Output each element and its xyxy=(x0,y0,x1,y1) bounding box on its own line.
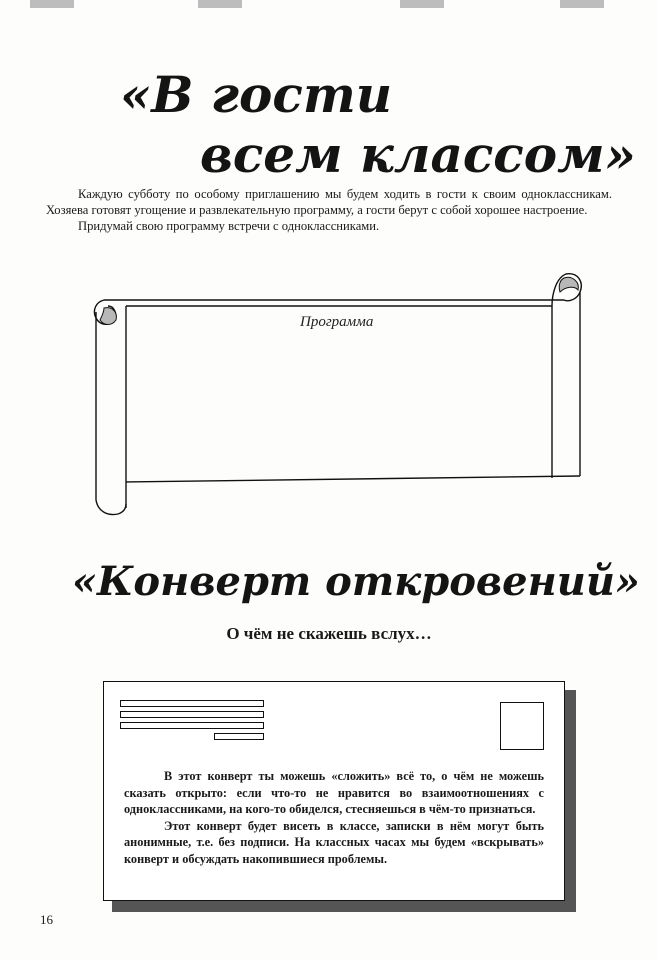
program-label: Программа xyxy=(300,314,374,330)
intro-paragraph: Каждую субботу по особому приглашению мы будем ходить в гости к своим одноклассникам. Хозяева готовят угощение и развлекательную программу, а гости берут с собой хорошее настроение. xyxy=(46,187,612,217)
page-number: 16 xyxy=(40,912,53,927)
scroll-bottom-edge xyxy=(126,476,580,482)
envelope-text xyxy=(124,768,544,867)
scroll-right-curl-shade xyxy=(559,277,578,292)
stamp-box xyxy=(500,702,544,750)
address-line-short xyxy=(214,733,264,740)
envelope-paragraph: Этот конверт будет висеть в классе, записки в нём могут быть анонимные, т.е. без подписи. На классных часах мы будем «вскрывать» конверт и обсуждать накопившиеся проблемы. xyxy=(124,818,544,866)
section-title-line2: всем классом» xyxy=(200,125,636,184)
section2-title: «Конверт откровений» xyxy=(72,558,640,605)
envelope xyxy=(103,681,565,901)
address-line xyxy=(120,700,264,707)
section-title-line1: «В гости xyxy=(120,65,393,124)
intro-instruction: Придумай свою программу встречи с одноклассниками. xyxy=(78,219,380,233)
envelope-paragraph: В этот конверт ты можешь «сложить» всё то, о чём не можешь сказать открыто: если что-то не нравится во взаимоотношениях с одноклассниками, на кого-то обиделся, стесняешься в чём-то признаться. xyxy=(124,769,544,816)
section2-subtitle: О чём не скажешь вслух… xyxy=(226,624,432,643)
scroll-left-curl-shade xyxy=(100,308,116,325)
address-line xyxy=(120,722,264,729)
scroll-left-bottom-curl xyxy=(96,500,126,514)
address-line xyxy=(120,711,264,718)
